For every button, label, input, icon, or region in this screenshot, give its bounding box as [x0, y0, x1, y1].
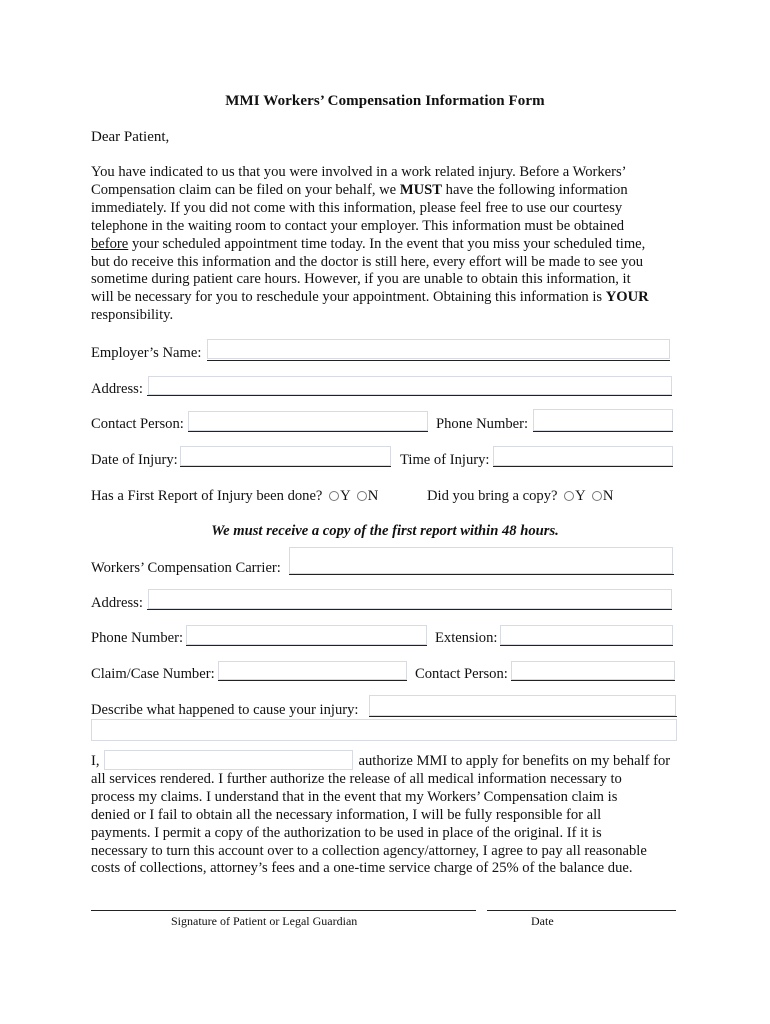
carrier-label: Workers’ Compensation Carrier:: [91, 560, 281, 576]
employer-address-label: Address:: [91, 381, 143, 397]
describe-injury-field[interactable]: [369, 695, 676, 716]
intro-text: Compensation claim can be filed on your behalf, we: [91, 181, 397, 198]
intro-line: responsibility.: [91, 307, 174, 324]
authorization-line: all services rendered. I further authorize the release of all medical information necessary to: [91, 770, 622, 787]
date-caption: Date: [531, 914, 554, 928]
patient-name-field[interactable]: [104, 750, 353, 770]
authorization-line: denied or I fail to obtain all the necessary information, I will be fully responsible for all: [91, 806, 602, 823]
employer-address-field[interactable]: [148, 376, 672, 395]
employer-address-underline: [147, 395, 672, 396]
intro-paragraph: [91, 164, 681, 325]
carrier-phone-label: Phone Number:: [91, 630, 184, 646]
extension-field[interactable]: [500, 625, 673, 645]
carrier-address-label: Address:: [91, 595, 143, 611]
first-report-no-label: N: [367, 488, 379, 504]
intro-text: have the following information: [445, 181, 628, 198]
intro-line: [91, 289, 681, 307]
authorization-text: authorize MMI to apply for benefits on my behalf for: [358, 753, 671, 769]
extension-label: Extension:: [435, 630, 498, 646]
carrier-contact-label: Contact Person:: [415, 666, 508, 682]
carrier-field[interactable]: [289, 547, 673, 574]
carrier-phone-underline: [186, 645, 427, 646]
extension-underline: [500, 645, 673, 646]
salutation: Dear Patient,: [91, 129, 170, 145]
describe-injury-label: Describe what happened to cause your injury:: [91, 702, 359, 718]
carrier-phone-field[interactable]: [186, 625, 427, 645]
intro-line: You have indicated to us that you were involved in a work related injury. Before a Workers’: [91, 164, 627, 180]
employer-contact-field[interactable]: [188, 411, 428, 431]
time-of-injury-label: Time of Injury:: [400, 452, 490, 468]
first-report-yes-radio[interactable]: [329, 491, 339, 501]
carrier-underline: [289, 574, 674, 575]
intro-line: immediately. If you did not come with this information, please feel free to use our courtesy: [91, 199, 623, 216]
date-line: [487, 910, 676, 911]
time-of-injury-underline: [493, 466, 673, 467]
date-of-injury-label: Date of Injury:: [91, 452, 178, 468]
your-emphasis: YOUR: [605, 289, 649, 306]
intro-line: sometime during patient care hours. However, if you are unable to obtain this information, it: [91, 271, 631, 288]
intro-line: but do receive this information and the doctor is still here, every effort will be made to see you: [91, 253, 644, 270]
employer-phone-label: Phone Number:: [436, 416, 529, 432]
authorization-line: necessary to turn this account over to a collection agency/attorney, I agree to pay all reasonable: [91, 842, 647, 859]
intro-text: will be necessary for you to reschedule your appointment. Obtaining this information is: [91, 289, 603, 306]
employer-contact-underline: [188, 431, 428, 432]
authorization-line: costs of collections, attorney’s fees and a one-time service charge of 25% of the balance due.: [91, 860, 633, 877]
intro-text: your scheduled appointment time today. In the event that you miss your scheduled time,: [131, 235, 646, 252]
describe-injury-continuation-field[interactable]: [91, 719, 677, 741]
copy-yes-label: Y: [575, 488, 586, 504]
authorization-paragraph: [91, 753, 681, 878]
date-of-injury-field[interactable]: [180, 446, 391, 466]
before-emphasis: before: [91, 235, 129, 252]
first-report-no-radio[interactable]: [357, 491, 367, 501]
employer-name-label: Employer’s Name:: [91, 345, 202, 361]
carrier-contact-field[interactable]: [511, 661, 675, 680]
employer-contact-label: Contact Person:: [91, 416, 184, 432]
employer-phone-underline: [533, 431, 673, 432]
form-title: MMI Workers’ Compensation Information Form: [225, 93, 545, 109]
first-report-yes-label: Y: [340, 488, 351, 504]
copy-no-label: N: [602, 488, 614, 504]
describe-injury-underline: [369, 716, 677, 717]
carrier-address-field[interactable]: [148, 589, 672, 609]
intro-line: [91, 236, 681, 254]
copy-no-radio[interactable]: [592, 491, 602, 501]
first-report-notice: We must receive a copy of the first report within 48 hours.: [211, 523, 559, 539]
copy-question: [427, 488, 613, 505]
time-of-injury-field[interactable]: [493, 446, 673, 466]
signature-caption: Signature of Patient or Legal Guardian: [171, 914, 358, 928]
date-of-injury-underline: [180, 466, 391, 467]
first-report-question: [91, 488, 378, 505]
employer-name-field[interactable]: [207, 339, 670, 359]
signature-line: [91, 910, 476, 911]
carrier-contact-underline: [511, 680, 675, 681]
authorization-line: process my claims. I understand that in the event that my Workers’ Compensation claim is: [91, 788, 618, 805]
claim-number-label: Claim/Case Number:: [91, 666, 215, 682]
copy-yes-radio[interactable]: [564, 491, 574, 501]
claim-number-field[interactable]: [218, 661, 407, 680]
employer-phone-field[interactable]: [533, 409, 673, 431]
must-emphasis: MUST: [399, 181, 442, 198]
authorization-i: I,: [91, 753, 100, 769]
authorization-line: payments. I permit a copy of the authorization to be used in place of the original. If it is: [91, 824, 602, 841]
copy-label: Did you bring a copy?: [427, 488, 558, 504]
intro-line: [91, 182, 681, 200]
first-report-label: Has a First Report of Injury been done?: [91, 488, 323, 504]
employer-name-underline: [207, 360, 670, 361]
intro-line: telephone in the waiting room to contact your employer. This information must be obtained: [91, 217, 625, 234]
claim-number-underline: [218, 680, 407, 681]
carrier-address-underline: [147, 609, 672, 610]
